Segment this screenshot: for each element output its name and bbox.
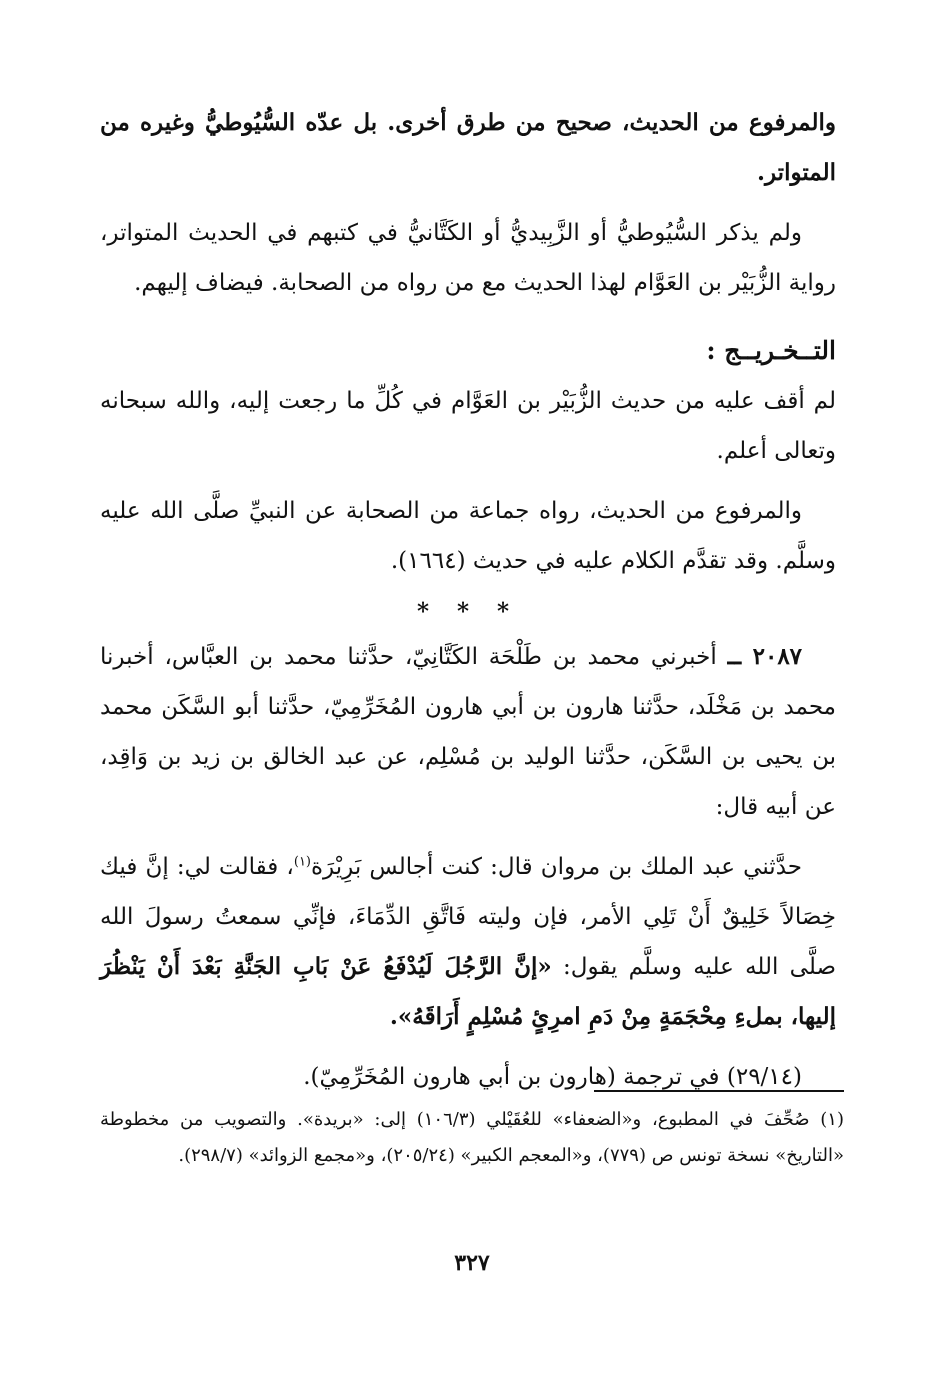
- hadith-number: ٢٠٨٧ ــ: [727, 643, 803, 670]
- section-separator: * * *: [416, 598, 520, 625]
- main-text: [100, 98, 836, 1112]
- matn-intro: حدَّثني عبد الملك بن مروان قال: كنت أجالس بَرِيْرَة: [311, 854, 802, 880]
- footnote-marker: (١): [293, 854, 311, 870]
- footnote-divider: [594, 1090, 844, 1092]
- paragraph-hadith-2087-isnad: [100, 632, 836, 832]
- paragraph-takhrij-zubayr: لم أقف عليه من حديث الزُّبَيْر بن العَوَّام في كُلِّ ما رجعت إليه، والله سبحانه وتعالى أعلم.: [100, 388, 836, 464]
- prophetic-quote: «إنَّ الرَّجُلَ لَيُدْفَعُ عَنْ بَابِ الجَنَّةِ بَعْدَ أَنْ يَنْظُرَ إليها، بملءِ مِحْجَمَةٍ مِنْ دَمِ امرِئٍ مُسْلِمٍ أَرَاقَهُ».: [100, 953, 836, 1030]
- footnote: (١) صُحِّفَ في المطبوع، و«الضعفاء» للعُقَيْلي (١٠٦/٣) إلى: «بريدة». والتصويب من مخطوطة «التاريخ» نسخة تونس ص (٧٧٩)، و«المعجم الكبير» (٢٠٥/٢٤)، و«مجمع الزوائد» (٢٩٨/٧).: [100, 1109, 844, 1166]
- paragraph-mutawatir-books: ولم يذكر السُّيُوطيُّ أو الزَّبِيديُّ أو الكَتَّانيُّ في كتبهم في الحديث المتواتر، رواية الزُّبَيْر بن العَوَّام لهذا الحديث مع من رواه من الصحابة. فيضاف إليهم.: [100, 220, 836, 296]
- page-number: ٣٢٧: [454, 1250, 490, 1276]
- paragraph-source-ref: (٢٩/١٤) في ترجمة (هارون بن أبي هارون المُخَرِّمِيّ).: [303, 1064, 802, 1090]
- matn-continuation: ، فقالت لي: إنَّ فيك خِصَالاً خَلِيقٌ أَنْ تَلِي الأمر، فإن وليته فَاتَّقِ الدِّمَاءَ، فإنِّي سمعتُ رسولَ الله صلَّى الله عليه وسلَّم يقول:: [100, 854, 836, 980]
- isnad-text: أخبرني محمد بن طَلْحَة الكَتَّانِيّ، حدَّثنا محمد بن العبَّاس، أخبرنا محمد بن مَخْلَد، حدَّثنا هارون بن أبي هارون المُخَرِّمِيّ، حدَّثنا أبو السَّكَن محمد بن يحيى بن السَّكَن، حدَّثنا الوليد بن مُسْلِم، عن عبد الخالق بن زيد بن وَاقِد، عن أبيه قال:: [100, 644, 836, 820]
- paragraph-marfu-sahaba: والمرفوع من الحديث، رواه جماعة من الصحابة عن النبيِّ صلَّى الله عليه وسلَّم. وقد تقدَّم الكلام عليه في حديث (١٦٦٤).: [100, 498, 836, 574]
- paragraph-hadith-matn: [100, 842, 836, 1042]
- section-heading-takhrij: التــخـريــج :: [706, 336, 836, 365]
- paragraph-marfu-mutawatir: والمرفوع من الحديث، صحيح من طرق أخرى. بل عدّه السُّيُوطيُّ وغيره من المتواتر.: [100, 109, 836, 186]
